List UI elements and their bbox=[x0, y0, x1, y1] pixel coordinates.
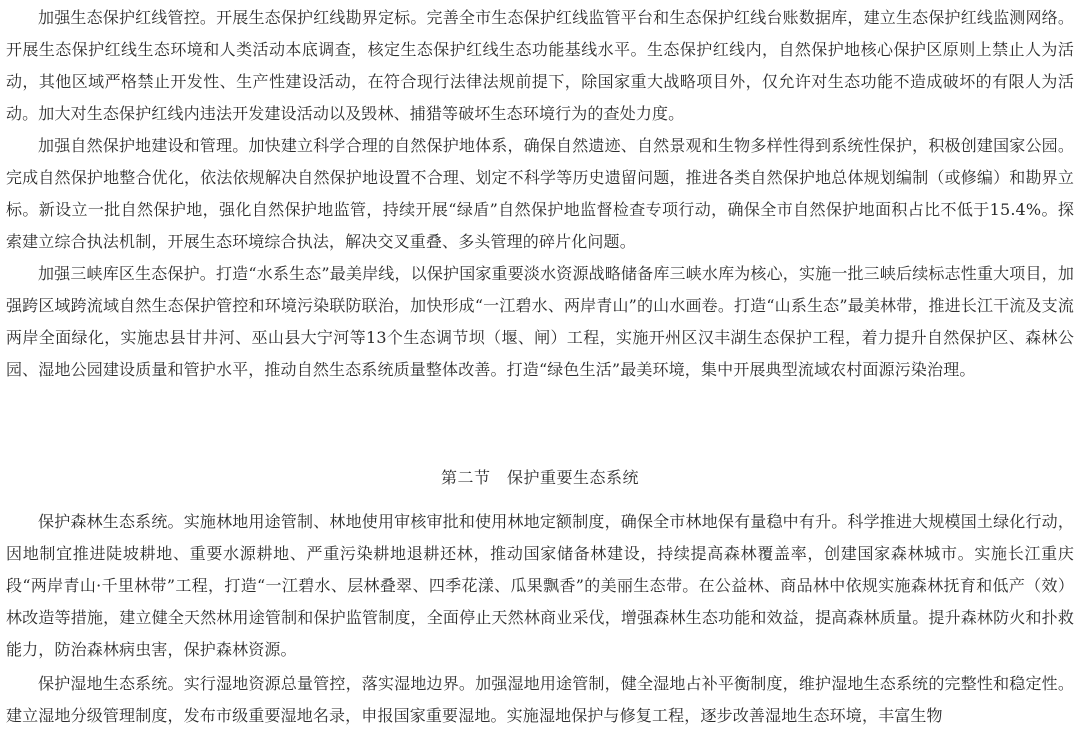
paragraph-wetland-ecosystem: 保护湿地生态系统。实行湿地资源总量管控，落实湿地边界。加强湿地用途管制，健全湿地占补平衡制度，维护湿地生态系统的完整性和稳定性。建立湿地分级管理制度，发布市级重要湿地名录，申报国家重要湿地。实施湿地保护与修复工程，逐步改善湿地生态环境，丰富生物 bbox=[6, 674, 1074, 725]
paragraph-red-line-control: 加强生态保护红线管控。开展生态保护红线勘界定标。完善全市生态保护红线监管平台和生态保护红线台账数据库，建立生态保护红线监测网络。开展生态保护红线生态环境和人类活动本底调查，核定生态保护红线生态功能基线水平。生态保护红线内，自然保护地核心保护区原则上禁止人为活动，其他区域严格禁止开发性、生产性建设活动，在符合现行法律法规前提下，除国家重大战略项目外，仅允许对生态功能不造成破坏的有限人为活动。加大对生态保护红线内违法开发建设活动以及毁林、捕猎等破坏生态环境行为的查处力度。 bbox=[6, 8, 1074, 123]
section-heading: 第二节 保护重要生态系统 bbox=[440, 468, 639, 487]
paragraph-three-gorges: 加强三峡库区生态保护。打造“水系生态”最美岸线，以保护国家重要淡水资源战略储备库三峡水库为核心，实施一批三峡后续标志性重大项目，加强跨区域跨流域自然生态保护管控和环境污染联防联治，加快形成“一江碧水、两岸青山”的山水画卷。打造“山系生态”最美林带，推进长江干流及支流两岸全面绿化，实施忠县甘井河、巫山县大宁河等13个生态调节坝（堰、闸）工程，实施开州区汉丰湖生态保护工程，着力提升自然保护区、森林公园、湿地公园建设质量和管护水平，推动自然生态系统质量整体改善。打造“绿色生活”最美环境，集中开展典型流域农村面源污染治理。 bbox=[6, 264, 1074, 379]
paragraph-nature-reserves: 加强自然保护地建设和管理。加快建立科学合理的自然保护地体系，确保自然遗迹、自然景观和生物多样性得到系统性保护，积极创建国家公园。完成自然保护地整合优化，依法依规解决自然保护地设置不合理、划定不科学等历史遗留问题，推进各类自然保护地总体规划编制（或修编）和勘界立标。新设立一批自然保护地，强化自然保护地监管，持续开展“绿盾”自然保护地监督检查专项行动，确保全市自然保护地面积占比不低于15.4%。探索建立综合执法机制，开展生态环境综合执法，解决交叉重叠、多头管理的碎片化问题。 bbox=[6, 136, 1074, 251]
paragraph-forest-ecosystem: 保护森林生态系统。实施林地用途管制、林地使用审核审批和使用林地定额制度，确保全市林地保有量稳中有升。科学推进大规模国土绿化行动，因地制宜推进陡坡耕地、重要水源耕地、严重污染耕地退耕还林，推动国家储备林建设，持续提高森林覆盖率，创建国家森林城市。实施长江重庆段“两岸青山·千里林带”工程，打造“一江碧水、层林叠翠、四季花漾、瓜果飘香”的美丽生态带。在公益林、商品林中依规实施森林抚育和低产（效）林改造等措施，建立健全天然林用途管制和保护监管制度，全面停止天然林商业采伐，增强森林生态功能和效益，提高森林质量。提升森林防火和扑救能力，防治森林病虫害，保护森林资源。 bbox=[6, 512, 1074, 659]
